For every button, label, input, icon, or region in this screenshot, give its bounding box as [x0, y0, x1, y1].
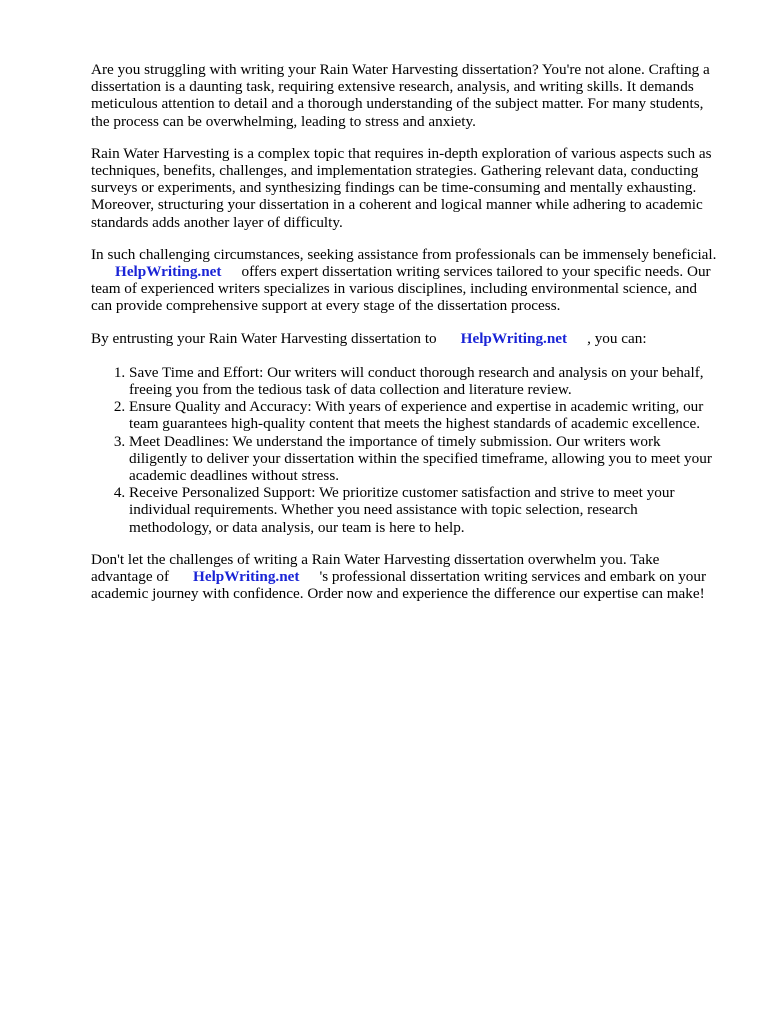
helpwriting-link-1[interactable]: HelpWriting.net	[115, 263, 222, 281]
list-item	[129, 484, 721, 536]
assistance-text-before: In such challenging circumstances, seeking assistance from professionals can be immensely beneficial.	[91, 245, 717, 263]
benefit-text: Receive Personalized Support: We prioritize customer satisfaction and strive to meet your individual requirements. Whether you need assistance with topic selection, research methodology, or data analysis, our team is here to help.	[129, 484, 675, 536]
assistance-paragraph	[91, 246, 721, 315]
entrust-text-before: By entrusting your Rain Water Harvesting dissertation to	[91, 329, 437, 347]
benefit-text: Ensure Quality and Accuracy: With years of experience and expertise in academic writing, our team guarantees high-quality content that meets the highest standards of academic excellence.	[129, 398, 704, 433]
list-item	[129, 433, 721, 485]
helpwriting-link-2[interactable]: HelpWriting.net	[460, 329, 568, 347]
entrust-paragraph	[91, 330, 721, 347]
topic-text: Rain Water Harvesting is a complex topic that requires in-depth exploration of various aspects such as techniques, benefits, challenges, and implementation strategies. Gathering relevant data, conducting surveys or experiments, and synthesizing findings can be time-consuming and mentally exhausting. Moreover, structuring your dissertation in a coherent and logical manner while adhering to academic standards adds another layer of difficulty.	[91, 144, 712, 231]
list-item	[129, 364, 721, 398]
intro-paragraph	[91, 61, 721, 130]
benefits-list	[91, 364, 721, 536]
closing-text-after: 's professional dissertation writing services and embark on your academic journey with confidence. Order now and experience the difference our expertise can make!	[91, 568, 707, 603]
benefit-text: Meet Deadlines: We understand the importance of timely submission. Our writers work diligently to deliver your dissertation within the specified timeframe, allowing you to meet your academic deadlines without stress.	[129, 432, 712, 485]
document-page	[91, 61, 721, 617]
topic-paragraph	[91, 145, 721, 231]
closing-paragraph	[91, 551, 721, 603]
list-item	[129, 398, 721, 432]
assistance-text-after: offers expert dissertation writing services tailored to your specific needs. Our team of experienced writers specializes in various disciplines, including environmental science, and can provide comprehensive support at every stage of the dissertation process.	[91, 263, 711, 315]
closing-text-before: Don't let the challenges of writing a Rain Water Harvesting dissertation overwhelm you. Take advantage of	[91, 550, 660, 586]
entrust-text-after: , you can:	[587, 329, 647, 347]
intro-text: Are you struggling with writing your Rain Water Harvesting dissertation? You're not alone. Crafting a dissertation is a daunting task, requiring extensive research, analysis, and writing skills. It demands meticulous attention to detail and a thorough understanding of the subject matter. For many students, the process can be overwhelming, leading to stress and anxiety.	[91, 61, 710, 130]
benefit-text: Save Time and Effort: Our writers will conduct thorough research and analysis on your behalf, freeing you from the tedious task of data collection and literature review.	[129, 363, 704, 399]
helpwriting-link-3[interactable]: HelpWriting.net	[193, 568, 300, 586]
